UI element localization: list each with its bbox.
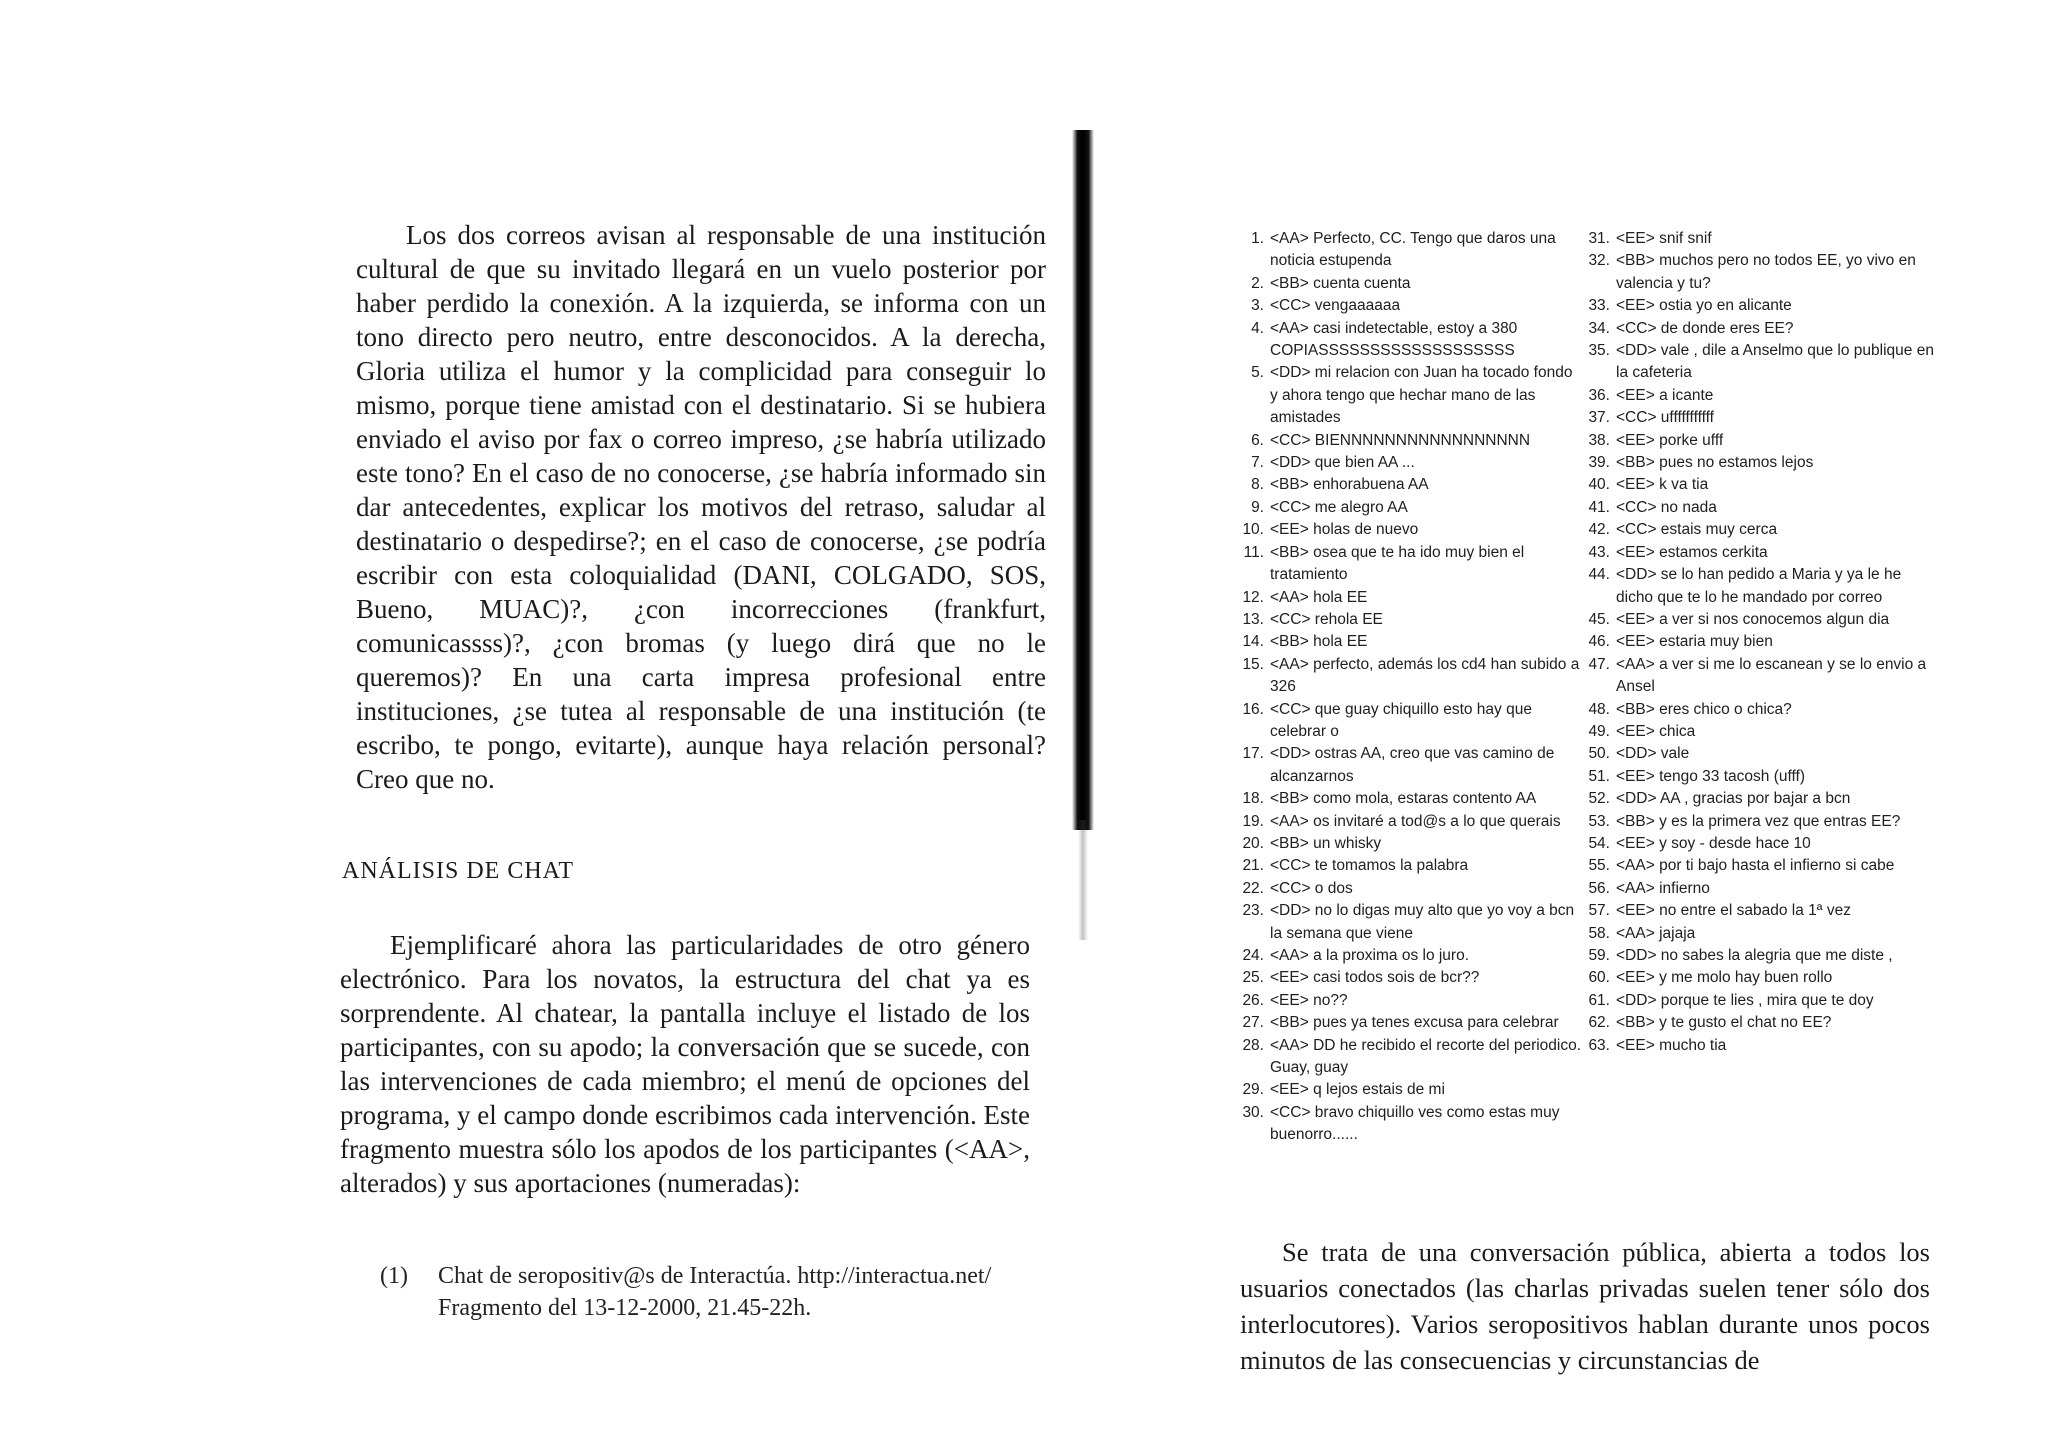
chat-line xyxy=(1232,654,1582,699)
chat-line-message: <EE> a icante xyxy=(1616,386,1714,404)
chat-line xyxy=(1578,654,1938,699)
chat-line xyxy=(1578,564,1938,609)
chat-line-number: 35. xyxy=(1588,342,1610,360)
chat-line-number: 42. xyxy=(1588,521,1610,539)
chat-line-number: 27. xyxy=(1242,1014,1264,1032)
chat-line-message: <CC> BIENNNNNNNNNNNNNNNNN xyxy=(1270,431,1531,449)
chat-line-number: 62. xyxy=(1588,1014,1610,1032)
chat-line xyxy=(1232,743,1582,788)
chat-line-message: <DD> vale xyxy=(1616,745,1690,763)
paragraph-chat-description: Se trata de una conversación pública, abierta a todos los usuarios conectados (las charlas privadas suelen tener sólo dos interlocutores). Varios seropositivos hablan durante unos pocos minutos de las consecuencias y circunstancias de xyxy=(1240,1237,1930,1375)
chat-line-message: <CC> no nada xyxy=(1616,498,1717,516)
chat-line-message: <DD> mi relacion con Juan ha tocado fondo y ahora tengo que hechar mano de las amistades xyxy=(1270,364,1573,427)
chat-line-message: <EE> porke ufff xyxy=(1616,431,1724,449)
chat-line-number: 8. xyxy=(1251,476,1264,494)
chat-line-number: 15. xyxy=(1242,655,1264,673)
chat-line xyxy=(1578,788,1938,810)
chat-line-message: <EE> chica xyxy=(1616,722,1696,740)
chat-line-number: 3. xyxy=(1251,297,1264,315)
chat-line xyxy=(1232,878,1582,900)
chat-line xyxy=(1578,542,1938,564)
chat-line-message: <DD> ostras AA, creo que vas camino de alcanzarnos xyxy=(1270,745,1555,785)
chat-line-number: 12. xyxy=(1242,588,1264,606)
chat-line xyxy=(1578,721,1938,743)
chat-line-number: 7. xyxy=(1251,454,1264,472)
chat-line-message: <EE> casi todos sois de bcr?? xyxy=(1270,969,1480,987)
chat-line xyxy=(1578,430,1938,452)
chat-line-number: 33. xyxy=(1588,297,1610,315)
chat-line-number: 61. xyxy=(1588,991,1610,1009)
chat-line-message: <DD> se lo han pedido a Maria y ya le he dicho que te lo he mandado por correo xyxy=(1616,566,1902,606)
chat-line-number: 14. xyxy=(1242,633,1264,651)
chat-line-number: 10. xyxy=(1242,521,1264,539)
chat-line-message: <AA> a la proxima os lo juro. xyxy=(1270,947,1470,964)
chat-line-number: 13. xyxy=(1242,610,1264,628)
chat-line-message: <AA> a ver si me lo escanean y se lo envio a Ansel xyxy=(1616,655,1927,696)
chat-line-message: <BB> enhorabuena AA xyxy=(1270,476,1429,494)
chat-line-number: 1. xyxy=(1251,230,1264,247)
chat-line-number: 40. xyxy=(1588,476,1610,494)
chat-line-message: <BB> un whisky xyxy=(1270,834,1382,852)
chat-line-number: 4. xyxy=(1251,319,1264,337)
chat-line-number: 17. xyxy=(1242,745,1264,763)
chat-line-message: <DD> que bien AA ... xyxy=(1270,454,1415,472)
chat-line xyxy=(1578,318,1938,340)
chat-line-number: 60. xyxy=(1588,969,1610,987)
paragraph-email-analysis: Los dos correos avisan al responsable de una institución cultural de que su invitado llegará en un vuelo posterior por haber perdido la conexión. A la izquierda, se informa con un tono directo pero neutro, entre desconocidos. A la derecha, Gloria utiliza el humor y la complicidad para conseguir lo mismo, porque tiene amistad con el destinatario. Si se hubiera enviado el aviso por fax o correo impreso, ¿se habría utilizado este tono? En el caso de no conocerse, ¿se habría informado sin dar antecedentes, explicar los motivos del retraso, saludar al destinatario o despedirse?; en el caso de conocerse, ¿se podría escribir con esta coloquialidad (DANI, COLGADO, SOS, Bueno, MUAC)?, ¿con incorrecciones (frankfurt, comunicassss)?, ¿con bromas (y luego dirá que no le queremos)? En una carta impresa profesional entre instituciones, ¿se tutea al responsable de una institución (te escribo, te pongo, evitarte), aunque haya relación personal? Creo que no. xyxy=(356,220,1046,794)
chat-line-message: <AA> por ti bajo hasta el infierno si cabe xyxy=(1616,857,1895,875)
chat-line-message: <EE> q lejos estais de mi xyxy=(1270,1081,1445,1099)
chat-line-number: 43. xyxy=(1588,543,1610,561)
chat-line xyxy=(1232,833,1582,855)
chat-line-number: 56. xyxy=(1588,879,1610,897)
chat-line-number: 53. xyxy=(1588,812,1610,830)
chat-line-number: 48. xyxy=(1588,700,1610,718)
chat-line-message: <BB> y es la primera vez que entras EE? xyxy=(1616,812,1901,830)
chat-line xyxy=(1232,452,1582,474)
chat-line-message: <CC> o dos xyxy=(1270,879,1353,897)
chat-line-message: <CC> bravo chiquillo ves como estas muy buenorro...... xyxy=(1270,1103,1560,1144)
chat-line xyxy=(1232,587,1582,609)
chat-line-message: <BB> y te gusto el chat no EE? xyxy=(1616,1014,1832,1032)
paragraph-chat-intro: Ejemplificaré ahora las particularidades de otro género electrónico. Para los novatos, la estructura del chat ya es sorprendente. Al chatear, la pantalla incluye el listado de los participantes, con su apodo; la conversación que se sucede, con las intervenciones de cada miembro; el menú de opciones del programa, y el campo donde escribimos cada intervención. Este fragmento muestra sólo los apodos de los participantes (<AA>, alterados) y sus aportaciones (numeradas): xyxy=(340,930,1030,1198)
chat-line-number: 47. xyxy=(1588,655,1610,673)
chat-line-message: <EE> no entre el sabado la 1ª vez xyxy=(1616,902,1851,920)
chat-line-message: <EE> y soy - desde hace 10 xyxy=(1616,834,1811,852)
chat-line-number: 9. xyxy=(1251,498,1264,516)
chat-line-message: <DD> no lo digas muy alto que yo voy a bcn la semana que viene xyxy=(1270,902,1575,942)
chat-line xyxy=(1578,295,1938,317)
chat-line-number: 49. xyxy=(1588,722,1610,740)
chat-line-message: <BB> osea que te ha ido muy bien el tratamiento xyxy=(1270,543,1525,584)
chat-line-message: <AA> Perfecto, CC. Tengo que daros una noticia estupenda xyxy=(1270,230,1556,270)
binding-shadow xyxy=(1072,130,1094,830)
chat-line-message: <EE> k va tia xyxy=(1616,476,1709,494)
chat-line xyxy=(1578,407,1938,429)
chat-line-message: <EE> estaria muy bien xyxy=(1616,633,1773,651)
chat-line-message: <DD> AA , gracias por bajar a bcn xyxy=(1616,790,1851,808)
chat-line xyxy=(1578,519,1938,541)
chat-line xyxy=(1232,1035,1582,1080)
chat-line-message: <DD> vale , dile a Anselmo que lo publique en la cafeteria xyxy=(1616,342,1934,382)
chat-line-message: <EE> holas de nuevo xyxy=(1270,521,1419,539)
chat-line xyxy=(1232,362,1582,429)
chat-line xyxy=(1578,878,1938,900)
chat-line-message: <CC> de donde eres EE? xyxy=(1616,319,1794,337)
chat-line-message: <AA> perfecto, además los cd4 han subido a 326 xyxy=(1270,655,1580,696)
chat-line-number: 22. xyxy=(1242,879,1264,897)
chat-line-number: 6. xyxy=(1251,431,1264,449)
chat-line xyxy=(1232,699,1582,744)
chat-line-message: <EE> estamos cerkita xyxy=(1616,543,1768,561)
chat-line-message: <EE> a ver si nos conocemos algun dia xyxy=(1616,610,1890,628)
chat-line-message: <BB> como mola, estaras contento AA xyxy=(1270,790,1537,808)
chat-line-number: 20. xyxy=(1242,834,1264,852)
chat-line-number: 28. xyxy=(1242,1036,1264,1054)
chat-line xyxy=(1232,990,1582,1012)
chat-line-message: <AA> infierno xyxy=(1616,879,1710,897)
chat-line-message: <EE> y me molo hay buen rollo xyxy=(1616,969,1833,987)
chat-line xyxy=(1578,452,1938,474)
section-heading: ANÁLISIS DE CHAT xyxy=(342,858,574,884)
chat-line-number: 29. xyxy=(1242,1081,1264,1099)
chat-line xyxy=(1578,609,1938,631)
chat-line-message: <CC> vengaaaaaa xyxy=(1270,297,1401,315)
chat-line xyxy=(1232,295,1582,317)
chat-line-number: 23. xyxy=(1242,902,1264,920)
chat-line-number: 52. xyxy=(1588,790,1610,808)
chat-line xyxy=(1578,855,1938,877)
chat-line-message: <DD> porque te lies , mira que te doy xyxy=(1616,991,1874,1009)
chat-line xyxy=(1232,811,1582,833)
chat-line-message: <BB> muchos pero no todos EE, yo vivo en valencia y tu? xyxy=(1616,252,1916,292)
chat-line xyxy=(1578,385,1938,407)
chat-line-message: <DD> no sabes la alegria que me diste , xyxy=(1616,947,1893,964)
chat-transcript-column-2 xyxy=(1578,228,1938,1057)
chat-line xyxy=(1578,474,1938,496)
chat-line-message: <EE> tengo 33 tacosh (ufff) xyxy=(1616,767,1806,785)
chat-line-number: 51. xyxy=(1588,767,1610,785)
chat-line xyxy=(1578,340,1938,385)
chat-line xyxy=(1232,318,1582,363)
footnote xyxy=(380,1260,1030,1324)
chat-line xyxy=(1578,990,1938,1012)
chat-line-number: 58. xyxy=(1588,924,1610,942)
chat-line xyxy=(1232,945,1582,967)
chat-line xyxy=(1232,474,1582,496)
chat-line-number: 57. xyxy=(1588,902,1610,920)
chat-line xyxy=(1232,1102,1582,1147)
chat-line xyxy=(1578,833,1938,855)
chat-line xyxy=(1232,967,1582,989)
chat-line-message: <EE> snif snif xyxy=(1616,230,1712,247)
chat-line xyxy=(1232,631,1582,653)
chat-line-number: 45. xyxy=(1588,610,1610,628)
chat-line-message: <EE> mucho tia xyxy=(1616,1036,1727,1054)
chat-line xyxy=(1232,788,1582,810)
chat-line-number: 24. xyxy=(1242,947,1264,964)
chat-line xyxy=(1232,519,1582,541)
chat-line-number: 54. xyxy=(1588,834,1610,852)
chat-line-message: <AA> jajaja xyxy=(1616,924,1696,942)
footnote-text: Chat de seropositiv@s de Interactúa. http://interactua.net/ Fragmento del 13-12-2000, 21.45-22h. xyxy=(438,1263,992,1321)
chat-line-number: 19. xyxy=(1242,812,1264,830)
chat-line-number: 63. xyxy=(1588,1036,1610,1054)
chat-line-message: <BB> pues no estamos lejos xyxy=(1616,454,1814,472)
chat-line xyxy=(1232,1079,1582,1101)
chat-line xyxy=(1232,609,1582,631)
chat-line-message: <AA> casi indetectable, estoy a 380 COPIASSSSSSSSSSSSSSSSSSS xyxy=(1270,319,1518,360)
chat-line-message: <BB> pues ya tenes excusa para celebrar xyxy=(1270,1014,1559,1032)
chat-line-number: 41. xyxy=(1588,498,1610,516)
chat-line-number: 36. xyxy=(1588,386,1610,404)
chat-line-message: <EE> ostia yo en alicante xyxy=(1616,297,1792,315)
chat-line-message: <AA> os invitaré a tod@s a lo que querais xyxy=(1270,812,1561,830)
chat-line xyxy=(1578,945,1938,967)
chat-line-number: 21. xyxy=(1242,857,1264,875)
footnote-number: (1) xyxy=(380,1263,408,1289)
chat-line-message: <AA> hola EE xyxy=(1270,588,1368,606)
chat-line xyxy=(1232,542,1582,587)
chat-line xyxy=(1578,250,1938,295)
chat-line-message: <BB> cuenta cuenta xyxy=(1270,274,1411,292)
chat-line-number: 5. xyxy=(1251,364,1264,382)
chat-line-message: <CC> rehola EE xyxy=(1270,610,1383,628)
chat-line-number: 18. xyxy=(1242,790,1264,808)
chat-line xyxy=(1578,811,1938,833)
chat-line-number: 46. xyxy=(1588,633,1610,651)
chat-line-number: 55. xyxy=(1588,857,1610,875)
chat-line-number: 39. xyxy=(1588,454,1610,472)
chat-line xyxy=(1232,1012,1582,1034)
chat-line xyxy=(1578,1035,1938,1057)
chat-line-number: 38. xyxy=(1588,431,1610,449)
chat-line-message: <BB> hola EE xyxy=(1270,633,1368,651)
chat-line-message: <CC> me alegro AA xyxy=(1270,498,1408,516)
chat-line-message: <AA> DD he recibido el recorte del periodico. Guay, guay xyxy=(1270,1036,1582,1077)
chat-line-message: <CC> que guay chiquillo esto hay que celebrar o xyxy=(1270,700,1532,740)
chat-line xyxy=(1232,430,1582,452)
chat-line xyxy=(1578,631,1938,653)
chat-line-number: 2. xyxy=(1251,274,1264,292)
chat-line-number: 44. xyxy=(1588,566,1610,584)
chat-line-number: 26. xyxy=(1242,991,1264,1009)
chat-line xyxy=(1578,743,1938,765)
chat-line-number: 32. xyxy=(1588,252,1610,270)
chat-line xyxy=(1232,273,1582,295)
chat-line xyxy=(1578,900,1938,922)
chat-line xyxy=(1232,497,1582,519)
chat-line xyxy=(1232,900,1582,945)
chat-line-number: 59. xyxy=(1588,947,1610,964)
chat-line-number: 11. xyxy=(1243,543,1264,561)
chat-line xyxy=(1578,497,1938,519)
chat-line xyxy=(1578,923,1938,945)
chat-line xyxy=(1578,967,1938,989)
chat-line-number: 30. xyxy=(1242,1103,1264,1121)
chat-line xyxy=(1232,855,1582,877)
chat-line-message: <CC> te tomamos la palabra xyxy=(1270,857,1469,875)
chat-line-number: 31. xyxy=(1588,230,1610,247)
chat-line-message: <CC> ufffffffffff xyxy=(1616,409,1714,427)
chat-line xyxy=(1578,699,1938,721)
chat-line xyxy=(1578,228,1938,250)
chat-line xyxy=(1578,766,1938,788)
chat-line xyxy=(1578,1012,1938,1034)
chat-line-number: 37. xyxy=(1588,409,1610,427)
chat-line-message: <EE> no?? xyxy=(1270,991,1348,1009)
chat-transcript-column-1 xyxy=(1232,228,1582,1147)
chat-line-message: <CC> estais muy cerca xyxy=(1616,521,1778,539)
chat-line-number: 50. xyxy=(1588,745,1610,763)
binding-shadow-lower xyxy=(1078,820,1088,940)
chat-line-message: <BB> eres chico o chica? xyxy=(1616,700,1792,718)
chat-line xyxy=(1232,228,1582,273)
chat-line-number: 34. xyxy=(1588,319,1610,337)
chat-line-number: 25. xyxy=(1242,969,1264,987)
chat-line-number: 16. xyxy=(1242,700,1264,718)
